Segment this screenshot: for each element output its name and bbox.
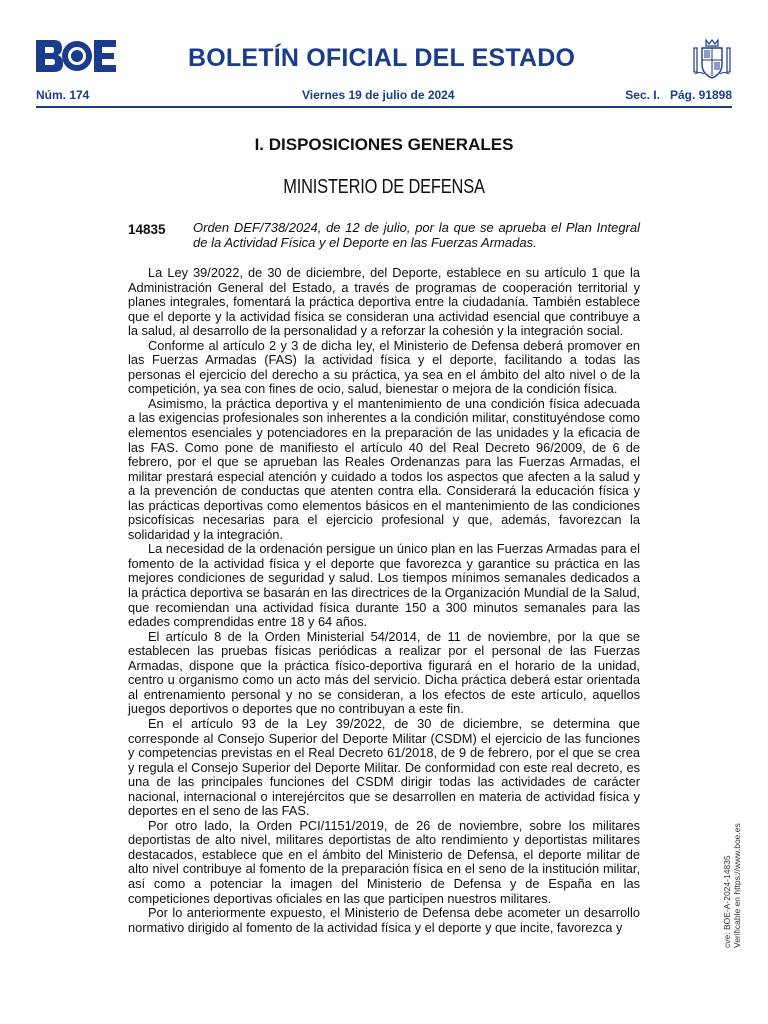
- section-label: Sec. I.: [625, 88, 660, 102]
- paragraph: Asimismo, la práctica deportiva y el mantenimiento de una condición física adecuada a las exigencias profesionales son inherentes a la condición militar, constituyéndose como elementos esenciales y potenciadores en la preparación de las unidades y la eficacia de las FAS. Como pone de manifiesto el artículo 40 del Real Decreto 96/2009, de 6 de febrero, por el que se aprueban las Reales Ordenanzas para las Fuerzas Armadas, el militar prestará especial atención y cuidado a todos los aspectos que afecten a la salud y a la prevención de conductas que atenten contra ella. Considerará la educación física y las prácticas deportivas como elementos básicos en el mantenimiento de las condiciones psicofísicas necesarias para el ejercicio profesional y que, además, favorezcan la solidaridad y la integración.: [128, 395, 640, 542]
- ministry-title: MINISTERIO DE DEFENSA: [283, 176, 485, 198]
- order-title: Orden DEF/738/2024, de 12 de julio, por la que se aprueba el Plan Integral de la Actividad Física y el Deporte en las Fuerzas Armadas.: [193, 220, 640, 250]
- document-body: [128, 266, 640, 935]
- paragraph: Por otro lado, la Orden PCI/1151/2019, de 26 de noviembre, sobre los militares deportistas de alto nivel, militares deportistas de alto rendimiento y deportistas militares destacados, establece que en el ámbito del Ministerio de Defensa, el deporte militar de alto nivel contribuye al fomento de la preparación física en el seno de la institución militar, así como a potenciar la imagen del Ministerio de Defensa y de España en las competiciones deportivas oficiales en las que participen nuestros militares.: [128, 817, 640, 906]
- boe-logo: [36, 38, 116, 74]
- paragraph: Por lo anteriormente expuesto, el Ministerio de Defensa debe acometer un desarrollo normativo dirigido al fomento de la actividad física y el deporte y que incite, favorezca y: [128, 905, 640, 935]
- header: [36, 38, 732, 78]
- paragraph: En el artículo 93 de la Ley 39/2022, de 30 de diciembre, se determina que corresponde al Consejo Superior del Deporte Militar (CSDM) el ejercicio de las funciones y competencias previstas en el Real Decreto 61/2018, de 9 de febrero, por el que se crea y regula el Consejo Superior del Deporte Militar. De conformidad con este real decreto, es una de las principales funciones del CSDM dirigir todas las actividades de carácter nacional, internacional o interejércitos que se desarrollen en materia de actividad física y deportes en el seno de las FAS.: [128, 715, 640, 819]
- cve-code: cve: BOE-A-2024-14835: [722, 855, 732, 948]
- section-page: [625, 88, 732, 102]
- paragraph: Conforme al artículo 2 y 3 de dicha ley, el Ministerio de Defensa deberá promover en las Fuerzas Armadas (FAS) la actividad física y el deporte, facilitando a todas las personas el ejercicio del derecho a su práctica, ya sea en el ámbito del alto nivel o de la competición, ya sea con fines de ocio, salud, bienestar o mejora de la condición física.: [128, 337, 640, 397]
- coat-of-arms-icon: [692, 38, 732, 80]
- issue-number: Núm. 174: [36, 88, 90, 102]
- section-title: I. DISPOSICIONES GENERALES: [254, 135, 514, 154]
- page-title: BOLETÍN OFICIAL DEL ESTADO: [188, 44, 576, 72]
- paragraph: El artículo 8 de la Orden Ministerial 54/2014, de 11 de noviembre, por la que se establecen las pruebas físicas periódicas a realizar por el personal de las Fuerzas Armadas, dispone que la práctica físico-deportiva figurará en el horario de la unidad, centro u organismo como un acto más del servicio. Dicha práctica deberá estar orientada al entrenamiento personal y no se consideran, a los efectos de este artículo, aquellos juegos deportivos o deportes que no contribuyan a este fin.: [128, 628, 640, 717]
- page-number: Pág. 91898: [669, 88, 732, 102]
- paragraph: La necesidad de la ordenación persigue un único plan en las Fuerzas Armadas para el fomento de la actividad física y el deporte que favorezca y garantice su práctica en las mejores condiciones de seguridad y salud. Los tiempos mínimos semanales dedicados a la práctica deportiva se basarán en las directrices de la Organización Mundial de la Salud, que recomiendan una actividad física durante 150 a 300 minutos semanales para las edades comprendidas entre 18 y 64 años.: [128, 541, 640, 630]
- verification-note: [722, 823, 742, 948]
- verification-url: Verificable en https://www.boe.es: [732, 823, 742, 948]
- issue-meta: [36, 88, 732, 106]
- issue-date: Viernes 19 de julio de 2024: [302, 88, 455, 102]
- header-divider: [36, 106, 732, 108]
- paragraph: La Ley 39/2022, de 30 de diciembre, del Deporte, establece en su artículo 1 que la Administración General del Estado, a través de programas de cooperación territorial y planes integrales, fomentará la práctica deportiva entre la ciudadanía. También establece que el deporte y la actividad física se consideran una actividad esencial que contribuye a la salud, al desarrollo de la personalidad y a reforzar la cohesión y la integración social.: [128, 265, 640, 339]
- order-number: 14835: [128, 222, 166, 237]
